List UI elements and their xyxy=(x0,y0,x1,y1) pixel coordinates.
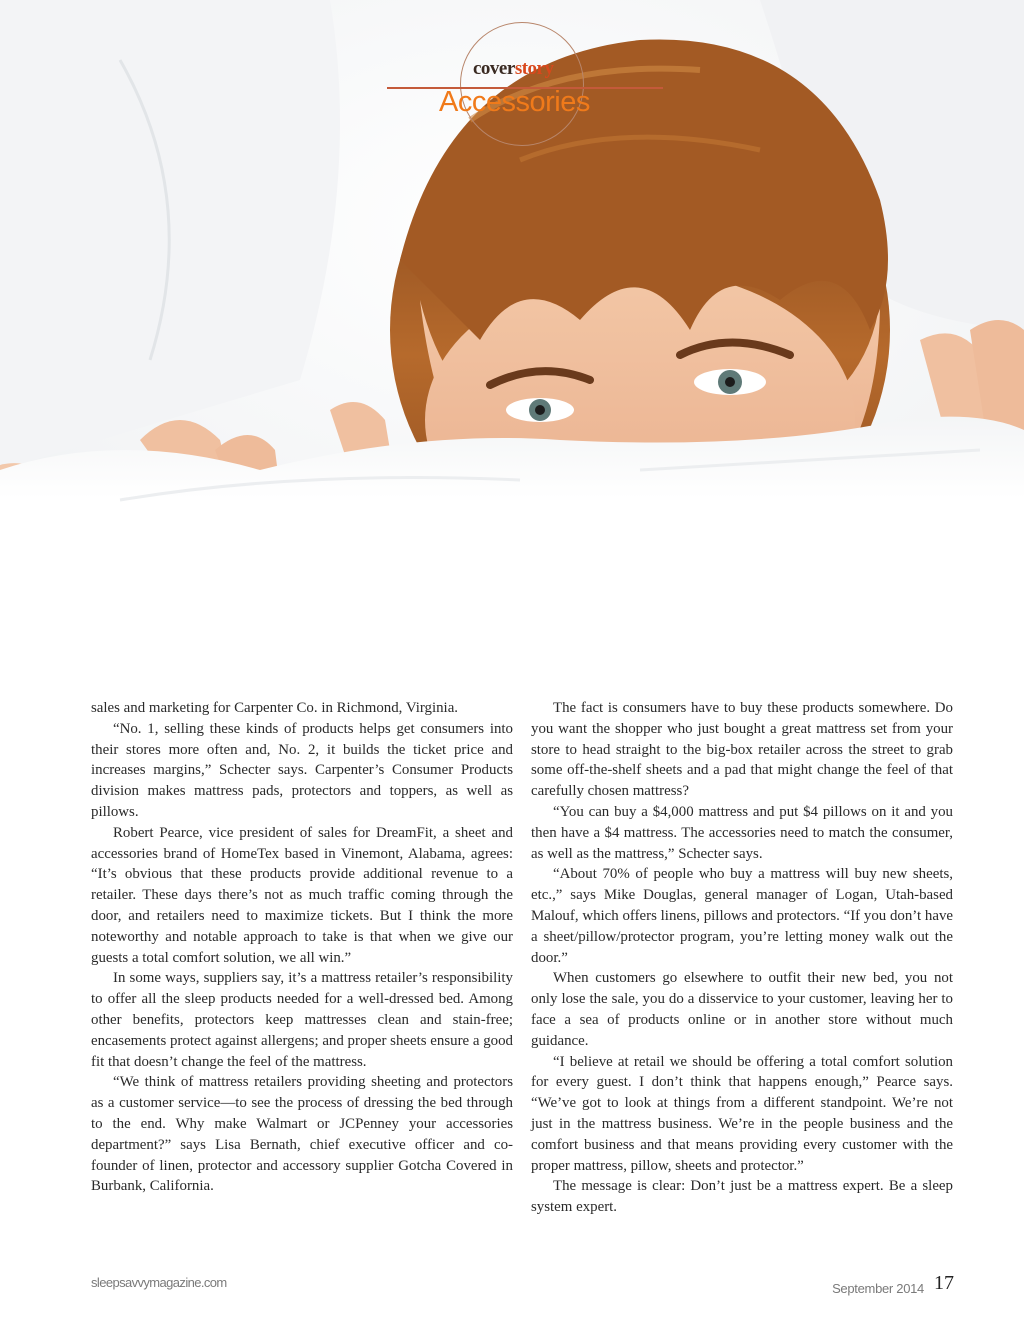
paragraph: The message is clear: Don’t just be a mattress expert. Be a sleep system expert. xyxy=(531,1178,953,1216)
article-column-left xyxy=(91,698,513,1197)
story-word: story xyxy=(514,58,554,79)
article-column-right xyxy=(531,698,953,1218)
paragraph: “You can buy a $4,000 mattress and put $4 pillows on it and you then have a $4 mattress. The accessories need to match the consumer, as well as the mattress,” Schecter says. xyxy=(531,803,953,862)
footer-date: September 2014 xyxy=(832,1281,924,1296)
paragraph: When customers go elsewhere to outfit their new bed, you not only lose the sale, you do a disservice to your customer, leaving her to face a sea of products online or in another store without much guidance. xyxy=(531,970,953,1049)
paragraph: “I believe at retail we should be offering a total comfort solution for every guest. I don’t think that happens enough,” Pearce says. “We’ve got to look at things from a different standpoint. We’re not just in the mattress business. We’re in the people business and the comfort business and that means providing every customer with the proper mattress, pillow, sheets and protector.” xyxy=(531,1053,953,1174)
paragraph: sales and marketing for Carpenter Co. in Richmond, Virginia. xyxy=(91,700,459,716)
paragraph: “We think of mattress retailers providing sheeting and protectors as a customer service—to see the process of dressing the bed through to the end. Why make Walmart or JCPenney your accessories department?” says Lisa Bernath, chief executive officer and co-founder of linen, protector and accessory supplier Gotcha Covered in Burbank, California. xyxy=(91,1074,513,1195)
cover-story-label xyxy=(473,58,593,80)
paragraph: Robert Pearce, vice president of sales for DreamFit, a sheet and accessories brand of HomeTex based in Vinemont, Alabama, agrees: “It’s obvious that these products provide additional revenue to a retailer. These days there’s not as much traffic coming through the door, and retailers need to maximize tickets. But I think the more noteworthy and notable approach to take is that when we give our guests a total comfort solution, we all win.” xyxy=(91,824,513,966)
page-number: 17 xyxy=(934,1272,954,1294)
paragraph: “About 70% of people who buy a mattress will buy new sheets, etc.,” says Mike Douglas, general manager of Logan, Utah-based Malouf, which offers linens, pillows and protectors. “If you don’t have a sheet/pillow/protector program, you’re letting money walk out the door.” xyxy=(531,866,953,966)
footer-website: sleepsavvymagazine.com xyxy=(91,1275,227,1290)
section-title: Accessories xyxy=(439,86,590,118)
paragraph: In some ways, suppliers say, it’s a mattress retailer’s responsibility to offer all the sleep products needed for a well-dressed bed. Among other benefits, protectors keep mattresses clean and stain-free; encasements protect against allergens; and proper sheets ensure a good fit that doesn’t change the feel of the mattress. xyxy=(91,970,513,1070)
cover-word: cover xyxy=(473,58,515,79)
section-badge xyxy=(385,20,675,150)
paragraph: The fact is consumers have to buy these products somewhere. Do you want the shopper who just bought a great mattress set from your store to head straight to the big-box retailer across the street to grab some off-the-shelf sheets and a pad that might change the feel of that carefully chosen mattress? xyxy=(531,700,953,800)
badge-circle xyxy=(460,22,584,146)
paragraph: “No. 1, selling these kinds of products helps get consumers into their stores more often and, No. 2, it builds the ticket price and increases margins,” Schecter says. Carpenter’s Consumer Products division makes mattress pads, protectors and toppers, as well as pillows. xyxy=(91,720,513,820)
